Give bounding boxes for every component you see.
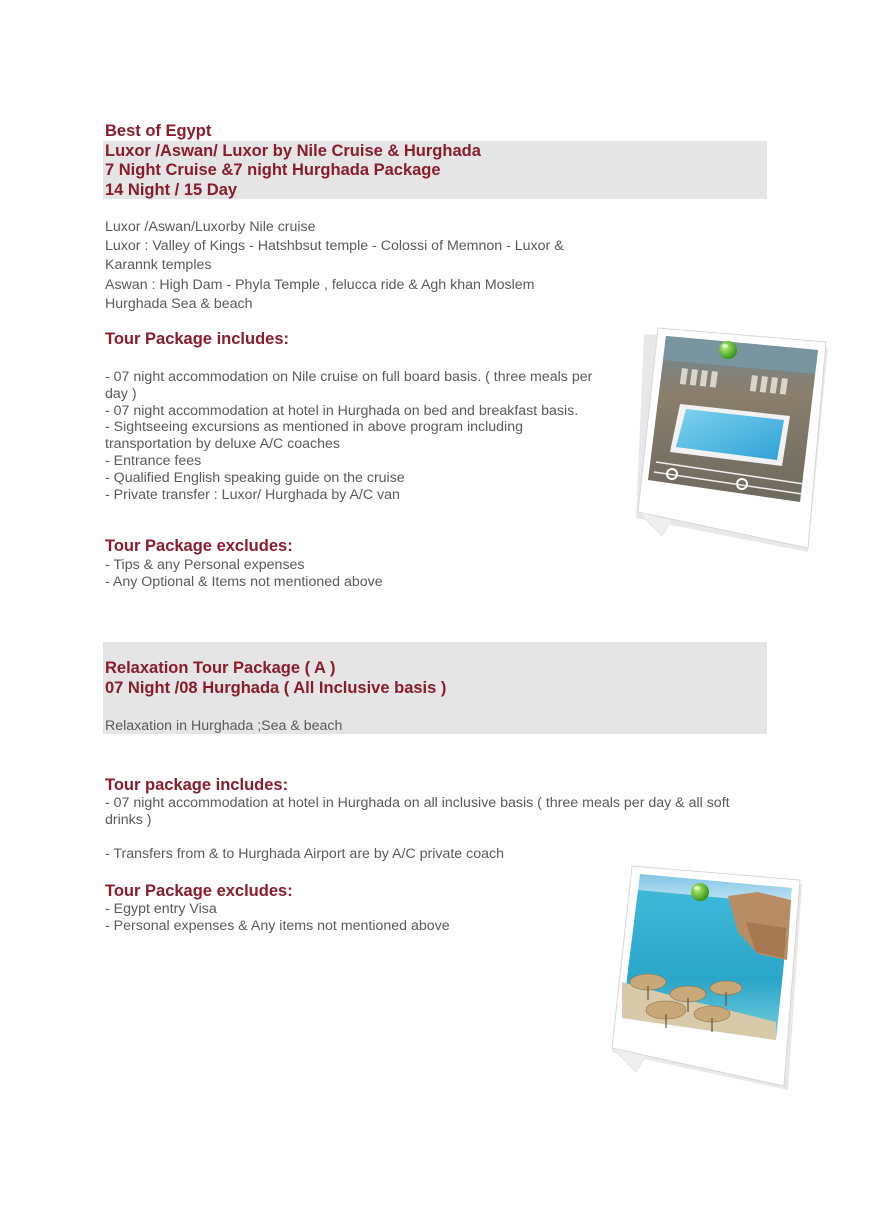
- list-item: - Entrance fees: [105, 452, 202, 469]
- list-item: - Personal expenses & Any items not mentioned above: [105, 917, 450, 934]
- package2-title-line: Relaxation Tour Package ( A ): [105, 659, 336, 677]
- package1-excludes-heading: Tour Package excludes:: [105, 537, 293, 555]
- list-item: - Sightseeing excursions as mentioned in above program including: [105, 419, 523, 436]
- list-item: - Egypt entry Visa: [105, 901, 217, 917]
- list-item: - 07 night accommodation at hotel in Hurghada on bed and breakfast basis.: [105, 402, 579, 419]
- list-item: - Private transfer : Luxor/ Hurghada by A/C van: [105, 486, 400, 503]
- package2-excludes-list: [105, 901, 450, 935]
- package2-includes-heading: Tour package includes:: [105, 776, 289, 794]
- package1-intro-line: Aswan : High Dam - Phyla Temple , felucca ride & Agh khan Moslem: [105, 276, 535, 293]
- package1-intro-line: Luxor /Aswan/Luxorby Nile cruise: [105, 219, 316, 235]
- package1-includes-list: [105, 369, 592, 503]
- package1-intro-line: Luxor : Valley of Kings - Hatshbsut temple - Colossi of Memnon - Luxor &: [105, 238, 564, 255]
- list-item: drinks ): [105, 811, 152, 828]
- package1-intro-line: Karannk temples: [105, 257, 212, 274]
- package2-excludes-heading: Tour Package excludes:: [105, 882, 293, 900]
- package1-title-line: 14 Night / 15 Day: [105, 180, 238, 199]
- package2-title-line: 07 Night /08 Hurghada ( All Inclusive basis ): [105, 678, 447, 697]
- package2-title: [105, 659, 446, 698]
- list-item: - 07 night accommodation at hotel in Hurghada on all inclusive basis ( three meals per day & all soft: [105, 795, 730, 811]
- package1-includes-heading: Tour Package includes:: [105, 330, 289, 348]
- package1-intro: [105, 218, 564, 314]
- package2-intro: Relaxation in Hurghada ;Sea & beach: [105, 718, 343, 734]
- list-item: - Tips & any Personal expenses: [105, 557, 305, 573]
- package1-title: [105, 122, 481, 200]
- list-item: day ): [105, 385, 137, 402]
- package1-intro-line: Hurghada Sea & beach: [105, 295, 253, 312]
- cruise-ship-pool-photo: [632, 322, 830, 554]
- list-item: - 07 night accommodation on Nile cruise on full board basis. ( three meals per: [105, 369, 593, 385]
- package2-transfer-line: - Transfers from & to Hurghada Airport are by A/C private coach: [105, 846, 505, 862]
- package1-title-line: Best of Egypt: [105, 122, 212, 140]
- list-item: transportation by deluxe A/C coaches: [105, 436, 341, 453]
- list-item: - Qualified English speaking guide on the cruise: [105, 469, 405, 486]
- list-item: - Any Optional & Items not mentioned above: [105, 573, 383, 590]
- package1-title-line: Luxor /Aswan/ Luxor by Nile Cruise & Hurghada: [105, 141, 481, 160]
- package1-excludes-list: [105, 557, 383, 591]
- package2-includes-list: [105, 795, 730, 829]
- red-sea-beach-photo: [608, 862, 804, 1092]
- package1-title-line: 7 Night Cruise &7 night Hurghada Package: [105, 161, 441, 179]
